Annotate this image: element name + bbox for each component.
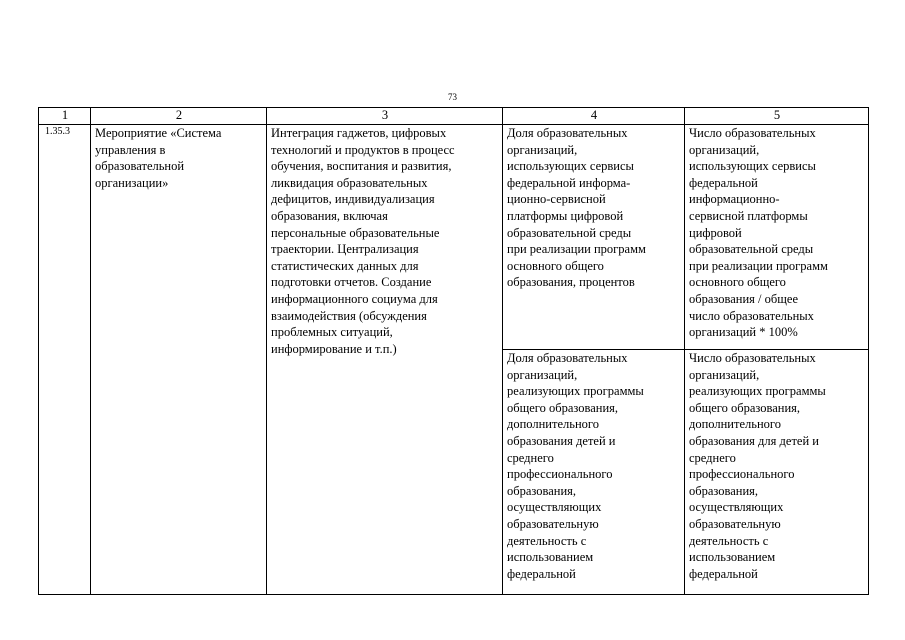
column-header-5: 5 [685, 108, 869, 125]
description-cell [267, 125, 503, 595]
indicator-name-1: Доля образовательных организаций, использующих сервисы федеральной информа- ционно-сервисной платформы цифровой образовательной среды при реализации программ основного общего образования, процентов [507, 126, 646, 290]
formula-cell-2 [685, 350, 869, 595]
column-header-2: 2 [91, 108, 267, 125]
indicator-name-2: Доля образовательных организаций, реализующих программы общего образования, дополнительного образования детей и среднего профессионального образования, осуществляющих образовательную деятельность с использованием федеральной [507, 351, 644, 581]
event-name: Мероприятие «Система управления в образовательной организации» [95, 126, 222, 190]
event-description: Интеграция гаджетов, цифровых технологий и продуктов в процесс обучения, воспитания и развития, ликвидация образовательных дефицитов, индивидуализация образования, включая персональные образовательные траектории. Централизация статистических данных для подготовки отчетов. Создание информационного социума для взаимодействия (обсуждения проблемных ситуаций, информирование и т.п.) [271, 126, 455, 356]
table-header-row [39, 108, 869, 125]
event-cell [91, 125, 267, 595]
data-table [38, 107, 869, 595]
formula-cell-1 [685, 125, 869, 350]
page-number: 73 [448, 92, 457, 102]
indicator-formula-2: Число образовательных организаций, реализующих программы общего образования, дополнительного образования для детей и среднего профессионального образования, осуществляющих образовательную деятельность с использованием федеральной [689, 351, 826, 581]
indicator-cell-1 [503, 125, 685, 350]
column-header-1: 1 [39, 108, 91, 125]
table-row [39, 125, 869, 350]
row-number: 1.35.3 [45, 126, 70, 137]
indicator-cell-2 [503, 350, 685, 595]
row-number-cell [39, 125, 91, 595]
column-header-4: 4 [503, 108, 685, 125]
column-header-3: 3 [267, 108, 503, 125]
indicator-formula-1: Число образовательных организаций, использующих сервисы федеральной информационно- сервисной платформы цифровой образовательной среды при реализации программ основного общего образования / общее число образовательных организаций * 100% [689, 126, 828, 340]
